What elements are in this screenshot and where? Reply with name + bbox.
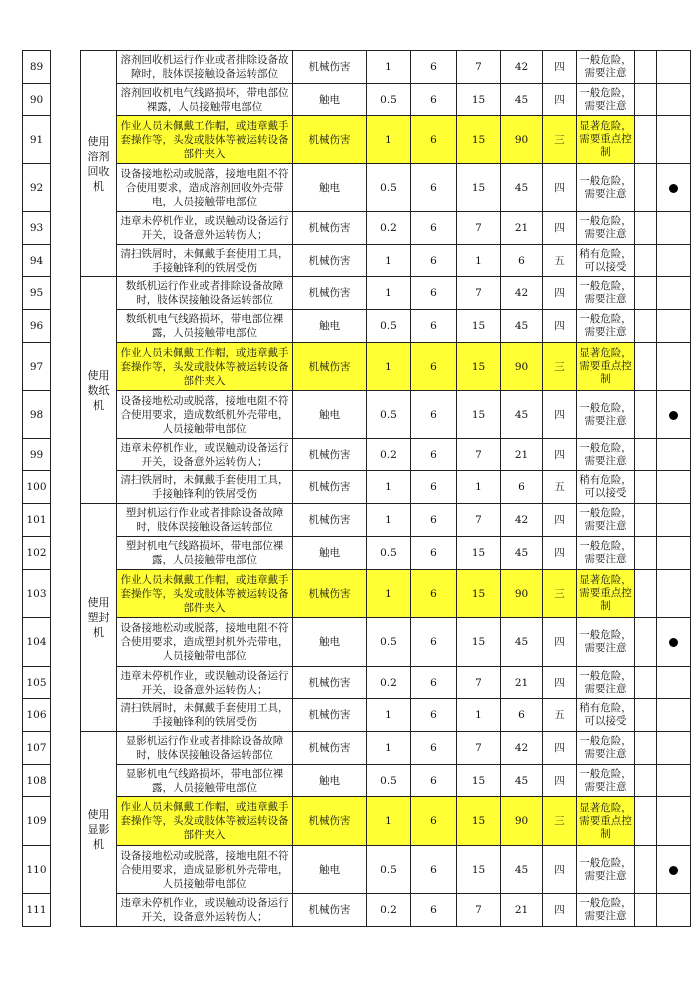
accident-type: 机械伤害 — [293, 51, 367, 84]
risk-score: 42 — [501, 732, 543, 765]
mark-cell — [657, 164, 691, 212]
likelihood-value: 0.5 — [367, 164, 411, 212]
blank-column-cell — [51, 51, 81, 277]
likelihood-value: 1 — [367, 570, 411, 618]
empty-cell — [635, 471, 657, 504]
empty-cell — [635, 667, 657, 699]
likelihood-value: 0.5 — [367, 84, 411, 116]
empty-cell — [635, 894, 657, 927]
accident-type: 机械伤害 — [293, 667, 367, 699]
mark-cell — [657, 471, 691, 504]
risk-score: 42 — [501, 504, 543, 537]
risk-grade: 四 — [543, 391, 577, 439]
activity-group-label: 使用塑封机 — [81, 504, 117, 732]
exposure-value: 6 — [411, 667, 457, 699]
risk-grade: 四 — [543, 667, 577, 699]
risk-grade: 五 — [543, 471, 577, 504]
likelihood-value: 0.2 — [367, 894, 411, 927]
row-number: 103 — [23, 570, 51, 618]
accident-type: 触电 — [293, 618, 367, 667]
accident-type: 机械伤害 — [293, 343, 367, 391]
hazard-description: 显影机运行作业或者排除设备故障时，肢体误接触设备运转部位 — [117, 732, 293, 765]
likelihood-value: 0.5 — [367, 846, 411, 894]
hazard-description: 溶剂回收机电气线路损坏，带电部位裸露，人员接触带电部位 — [117, 84, 293, 116]
row-number: 106 — [23, 699, 51, 732]
consequence-value: 7 — [457, 51, 501, 84]
risk-grade: 三 — [543, 343, 577, 391]
accident-type: 机械伤害 — [293, 277, 367, 310]
risk-score: 21 — [501, 212, 543, 245]
risk-assessment-table — [22, 50, 691, 927]
table-row — [23, 343, 691, 391]
hazard-description: 作业人员未佩戴工作帽，或违章戴手套操作等，头发或肢体等被运转设备部件夹入 — [117, 797, 293, 846]
risk-score: 6 — [501, 699, 543, 732]
table-row — [23, 894, 691, 927]
consequence-value: 15 — [457, 765, 501, 797]
mark-cell — [657, 51, 691, 84]
table-row — [23, 51, 691, 84]
exposure-value: 6 — [411, 51, 457, 84]
accident-type: 机械伤害 — [293, 699, 367, 732]
risk-score: 45 — [501, 310, 543, 343]
row-number: 99 — [23, 439, 51, 471]
hazard-description: 作业人员未佩戴工作帽，或违章戴手套操作等，头发或肢体等被运转设备部件夹入 — [117, 116, 293, 164]
consequence-value: 15 — [457, 343, 501, 391]
accident-type: 机械伤害 — [293, 212, 367, 245]
risk-grade: 三 — [543, 797, 577, 846]
table-row — [23, 537, 691, 570]
risk-level-text: 显著危险，需要重点控制 — [577, 797, 635, 846]
consequence-value: 15 — [457, 391, 501, 439]
consequence-value: 15 — [457, 164, 501, 212]
empty-cell — [635, 84, 657, 116]
risk-score: 45 — [501, 84, 543, 116]
table-row — [23, 699, 691, 732]
accident-type: 触电 — [293, 846, 367, 894]
row-number: 101 — [23, 504, 51, 537]
hazard-description: 违章未停机作业，或误触动设备运行开关，设备意外运转伤人； — [117, 212, 293, 245]
accident-type: 触电 — [293, 765, 367, 797]
risk-score: 21 — [501, 439, 543, 471]
exposure-value: 6 — [411, 699, 457, 732]
hazard-description: 数纸机运行作业或者排除设备故障时，肢体误接触设备运转部位 — [117, 277, 293, 310]
risk-level-text: 显著危险，需要重点控制 — [577, 343, 635, 391]
accident-type: 触电 — [293, 537, 367, 570]
hazard-description: 溶剂回收机运行作业或者排除设备故障时，肢体误接触设备运转部位 — [117, 51, 293, 84]
exposure-value: 6 — [411, 797, 457, 846]
table-row — [23, 84, 691, 116]
risk-score: 21 — [501, 894, 543, 927]
row-number: 108 — [23, 765, 51, 797]
empty-cell — [635, 765, 657, 797]
risk-level-text: 一般危险，需要注意 — [577, 212, 635, 245]
table-row — [23, 797, 691, 846]
risk-grade: 五 — [543, 245, 577, 277]
blank-column-cell — [51, 504, 81, 732]
mark-cell — [657, 618, 691, 667]
empty-cell — [635, 618, 657, 667]
table-row — [23, 164, 691, 212]
row-number: 91 — [23, 116, 51, 164]
likelihood-value: 0.2 — [367, 212, 411, 245]
table-row — [23, 310, 691, 343]
consequence-value: 15 — [457, 310, 501, 343]
empty-cell — [635, 570, 657, 618]
consequence-value: 7 — [457, 732, 501, 765]
accident-type: 触电 — [293, 84, 367, 116]
exposure-value: 6 — [411, 245, 457, 277]
risk-grade: 三 — [543, 116, 577, 164]
consequence-value: 15 — [457, 84, 501, 116]
table-row — [23, 667, 691, 699]
risk-level-text: 一般危险，需要注意 — [577, 439, 635, 471]
risk-grade: 四 — [543, 277, 577, 310]
table-row — [23, 471, 691, 504]
risk-score: 21 — [501, 667, 543, 699]
empty-cell — [635, 504, 657, 537]
risk-grade: 四 — [543, 618, 577, 667]
consequence-value: 1 — [457, 699, 501, 732]
hazard-description: 设备接地松动或脱落，接地电阻不符合使用要求，造成溶剂回收外壳带电，人员接触带电部位 — [117, 164, 293, 212]
likelihood-value: 0.5 — [367, 310, 411, 343]
row-number: 107 — [23, 732, 51, 765]
risk-score: 45 — [501, 618, 543, 667]
exposure-value: 6 — [411, 894, 457, 927]
consequence-value: 1 — [457, 245, 501, 277]
mark-cell — [657, 699, 691, 732]
mark-cell — [657, 116, 691, 164]
row-number: 110 — [23, 846, 51, 894]
risk-level-text: 一般危险，需要注意 — [577, 310, 635, 343]
hazard-description: 塑封机电气线路损坏，带电部位裸露，人员接触带电部位 — [117, 537, 293, 570]
risk-level-text: 一般危险，需要注意 — [577, 667, 635, 699]
empty-cell — [635, 51, 657, 84]
risk-grade: 四 — [543, 846, 577, 894]
accident-type: 机械伤害 — [293, 116, 367, 164]
mark-cell — [657, 765, 691, 797]
likelihood-value: 1 — [367, 277, 411, 310]
hazard-description: 违章未停机作业，或误触动设备运行开关，设备意外运转伤人； — [117, 439, 293, 471]
risk-level-text: 稍有危险，可以接受 — [577, 245, 635, 277]
risk-grade: 四 — [543, 164, 577, 212]
table-row — [23, 732, 691, 765]
risk-grade: 四 — [543, 212, 577, 245]
mark-cell — [657, 797, 691, 846]
row-number: 96 — [23, 310, 51, 343]
risk-level-text: 一般危险，需要注意 — [577, 732, 635, 765]
consequence-value: 7 — [457, 212, 501, 245]
consequence-value: 7 — [457, 277, 501, 310]
likelihood-value: 1 — [367, 245, 411, 277]
mark-cell — [657, 212, 691, 245]
hazard-description: 违章未停机作业，或误触动设备运行开关，设备意外运转伤人； — [117, 894, 293, 927]
consequence-value: 7 — [457, 667, 501, 699]
likelihood-value: 1 — [367, 51, 411, 84]
risk-level-text: 一般危险，需要注意 — [577, 51, 635, 84]
row-number: 98 — [23, 391, 51, 439]
risk-level-text: 显著危险，需要重点控制 — [577, 116, 635, 164]
row-number: 102 — [23, 537, 51, 570]
consequence-value: 15 — [457, 537, 501, 570]
hazard-description: 设备接地松动或脱落，接地电阻不符合使用要求，造成数纸机外壳带电，人员接触带电部位 — [117, 391, 293, 439]
risk-score: 45 — [501, 846, 543, 894]
exposure-value: 6 — [411, 277, 457, 310]
consequence-value: 7 — [457, 504, 501, 537]
accident-type: 触电 — [293, 164, 367, 212]
risk-level-text: 一般危险，需要注意 — [577, 765, 635, 797]
empty-cell — [635, 797, 657, 846]
risk-grade: 三 — [543, 570, 577, 618]
exposure-value: 6 — [411, 116, 457, 164]
accident-type: 机械伤害 — [293, 894, 367, 927]
risk-grade: 四 — [543, 310, 577, 343]
risk-grade: 四 — [543, 732, 577, 765]
hazard-description: 显影机电气线路损坏，带电部位裸露，人员接触带电部位 — [117, 765, 293, 797]
hazard-description: 设备接地松动或脱落，接地电阻不符合使用要求，造成塑封机外壳带电，人员接触带电部位 — [117, 618, 293, 667]
hazard-description: 塑封机运行作业或者排除设备故障时，肢体误接触设备运转部位 — [117, 504, 293, 537]
likelihood-value: 0.2 — [367, 439, 411, 471]
likelihood-value: 1 — [367, 504, 411, 537]
likelihood-value: 1 — [367, 732, 411, 765]
table-row — [23, 765, 691, 797]
risk-grade: 四 — [543, 894, 577, 927]
bullet-dot-icon — [669, 866, 678, 875]
blank-column-cell — [51, 277, 81, 504]
table-row — [23, 212, 691, 245]
empty-cell — [635, 439, 657, 471]
empty-cell — [635, 310, 657, 343]
empty-cell — [635, 212, 657, 245]
risk-score: 42 — [501, 277, 543, 310]
row-number: 89 — [23, 51, 51, 84]
empty-cell — [635, 245, 657, 277]
risk-level-text: 稍有危险，可以接受 — [577, 699, 635, 732]
exposure-value: 6 — [411, 212, 457, 245]
table-row — [23, 618, 691, 667]
table-row — [23, 391, 691, 439]
exposure-value: 6 — [411, 439, 457, 471]
consequence-value: 15 — [457, 618, 501, 667]
risk-score: 45 — [501, 164, 543, 212]
empty-cell — [635, 537, 657, 570]
risk-level-text: 一般危险，需要注意 — [577, 164, 635, 212]
consequence-value: 15 — [457, 570, 501, 618]
empty-cell — [635, 846, 657, 894]
hazard-description: 作业人员未佩戴工作帽，或违章戴手套操作等，头发或肢体等被运转设备部件夹入 — [117, 570, 293, 618]
consequence-value: 7 — [457, 894, 501, 927]
mark-cell — [657, 504, 691, 537]
exposure-value: 6 — [411, 570, 457, 618]
activity-group-label: 使用显影机 — [81, 732, 117, 927]
hazard-description: 清扫铁屑时，未佩戴手套使用工具，手接触锋利的铁屑受伤 — [117, 245, 293, 277]
likelihood-value: 0.2 — [367, 667, 411, 699]
exposure-value: 6 — [411, 537, 457, 570]
bullet-dot-icon — [669, 184, 678, 193]
mark-cell — [657, 391, 691, 439]
mark-cell — [657, 343, 691, 391]
exposure-value: 6 — [411, 504, 457, 537]
risk-grade: 四 — [543, 51, 577, 84]
risk-grade: 四 — [543, 537, 577, 570]
row-number: 97 — [23, 343, 51, 391]
exposure-value: 6 — [411, 765, 457, 797]
risk-level-text: 一般危险，需要注意 — [577, 277, 635, 310]
risk-score: 90 — [501, 343, 543, 391]
accident-type: 机械伤害 — [293, 245, 367, 277]
blank-column-cell — [51, 732, 81, 927]
likelihood-value: 0.5 — [367, 391, 411, 439]
risk-grade: 四 — [543, 504, 577, 537]
exposure-value: 6 — [411, 164, 457, 212]
consequence-value: 7 — [457, 439, 501, 471]
row-number: 93 — [23, 212, 51, 245]
risk-level-text: 一般危险，需要注意 — [577, 391, 635, 439]
hazard-description: 清扫铁屑时，未佩戴手套使用工具，手接触锋利的铁屑受伤 — [117, 699, 293, 732]
hazard-description: 作业人员未佩戴工作帽，或违章戴手套操作等，头发或肢体等被运转设备部件夹入 — [117, 343, 293, 391]
activity-group-label: 使用数纸机 — [81, 277, 117, 504]
row-number: 104 — [23, 618, 51, 667]
row-number: 111 — [23, 894, 51, 927]
accident-type: 触电 — [293, 391, 367, 439]
risk-grade: 四 — [543, 84, 577, 116]
table-row — [23, 245, 691, 277]
consequence-value: 1 — [457, 471, 501, 504]
table-row — [23, 570, 691, 618]
accident-type: 机械伤害 — [293, 471, 367, 504]
table-row — [23, 439, 691, 471]
table-row — [23, 504, 691, 537]
mark-cell — [657, 667, 691, 699]
exposure-value: 6 — [411, 84, 457, 116]
risk-level-text: 一般危险，需要注意 — [577, 618, 635, 667]
accident-type: 机械伤害 — [293, 732, 367, 765]
likelihood-value: 1 — [367, 116, 411, 164]
empty-cell — [635, 277, 657, 310]
mark-cell — [657, 245, 691, 277]
risk-level-text: 一般危险，需要注意 — [577, 504, 635, 537]
mark-cell — [657, 732, 691, 765]
row-number: 90 — [23, 84, 51, 116]
empty-cell — [635, 343, 657, 391]
likelihood-value: 0.5 — [367, 537, 411, 570]
risk-level-text: 一般危险，需要注意 — [577, 894, 635, 927]
empty-cell — [635, 164, 657, 212]
consequence-value: 15 — [457, 116, 501, 164]
risk-score: 45 — [501, 391, 543, 439]
likelihood-value: 1 — [367, 699, 411, 732]
exposure-value: 6 — [411, 846, 457, 894]
risk-score: 90 — [501, 570, 543, 618]
risk-score: 42 — [501, 51, 543, 84]
exposure-value: 6 — [411, 391, 457, 439]
bullet-dot-icon — [669, 411, 678, 420]
exposure-value: 6 — [411, 471, 457, 504]
row-number: 100 — [23, 471, 51, 504]
risk-score: 6 — [501, 471, 543, 504]
hazard-description: 设备接地松动或脱落，接地电阻不符合使用要求，造成显影机外壳带电，人员接触带电部位 — [117, 846, 293, 894]
mark-cell — [657, 537, 691, 570]
mark-cell — [657, 277, 691, 310]
likelihood-value: 0.5 — [367, 618, 411, 667]
exposure-value: 6 — [411, 310, 457, 343]
bullet-dot-icon — [669, 638, 678, 647]
exposure-value: 6 — [411, 732, 457, 765]
accident-type: 机械伤害 — [293, 504, 367, 537]
hazard-description: 违章未停机作业，或误触动设备运行开关，设备意外运转伤人； — [117, 667, 293, 699]
row-number: 105 — [23, 667, 51, 699]
risk-score: 90 — [501, 116, 543, 164]
likelihood-value: 1 — [367, 797, 411, 846]
accident-type: 机械伤害 — [293, 570, 367, 618]
risk-score: 90 — [501, 797, 543, 846]
risk-grade: 五 — [543, 699, 577, 732]
likelihood-value: 1 — [367, 471, 411, 504]
activity-group-label: 使用溶剂回收机 — [81, 51, 117, 277]
consequence-value: 15 — [457, 846, 501, 894]
exposure-value: 6 — [411, 618, 457, 667]
accident-type: 机械伤害 — [293, 439, 367, 471]
risk-level-text: 显著危险，需要重点控制 — [577, 570, 635, 618]
accident-type: 触电 — [293, 310, 367, 343]
risk-level-text: 稍有危险，可以接受 — [577, 471, 635, 504]
row-number: 109 — [23, 797, 51, 846]
row-number: 94 — [23, 245, 51, 277]
risk-score: 45 — [501, 765, 543, 797]
risk-level-text: 一般危险，需要注意 — [577, 84, 635, 116]
hazard-description: 数纸机电气线路损坏，带电部位裸露，人员接触带电部位 — [117, 310, 293, 343]
mark-cell — [657, 310, 691, 343]
empty-cell — [635, 116, 657, 164]
table-row — [23, 277, 691, 310]
empty-cell — [635, 699, 657, 732]
mark-cell — [657, 846, 691, 894]
row-number: 95 — [23, 277, 51, 310]
hazard-description: 清扫铁屑时，未佩戴手套使用工具，手接触锋利的铁屑受伤 — [117, 471, 293, 504]
risk-level-text: 一般危险，需要注意 — [577, 846, 635, 894]
empty-cell — [635, 391, 657, 439]
risk-score: 45 — [501, 537, 543, 570]
empty-cell — [635, 732, 657, 765]
mark-cell — [657, 894, 691, 927]
table-row — [23, 116, 691, 164]
likelihood-value: 0.5 — [367, 765, 411, 797]
risk-level-text: 一般危险，需要注意 — [577, 537, 635, 570]
risk-grade: 四 — [543, 765, 577, 797]
accident-type: 机械伤害 — [293, 797, 367, 846]
likelihood-value: 1 — [367, 343, 411, 391]
mark-cell — [657, 439, 691, 471]
consequence-value: 15 — [457, 797, 501, 846]
mark-cell — [657, 84, 691, 116]
exposure-value: 6 — [411, 343, 457, 391]
table-row — [23, 846, 691, 894]
row-number: 92 — [23, 164, 51, 212]
risk-grade: 四 — [543, 439, 577, 471]
risk-score: 6 — [501, 245, 543, 277]
mark-cell — [657, 570, 691, 618]
